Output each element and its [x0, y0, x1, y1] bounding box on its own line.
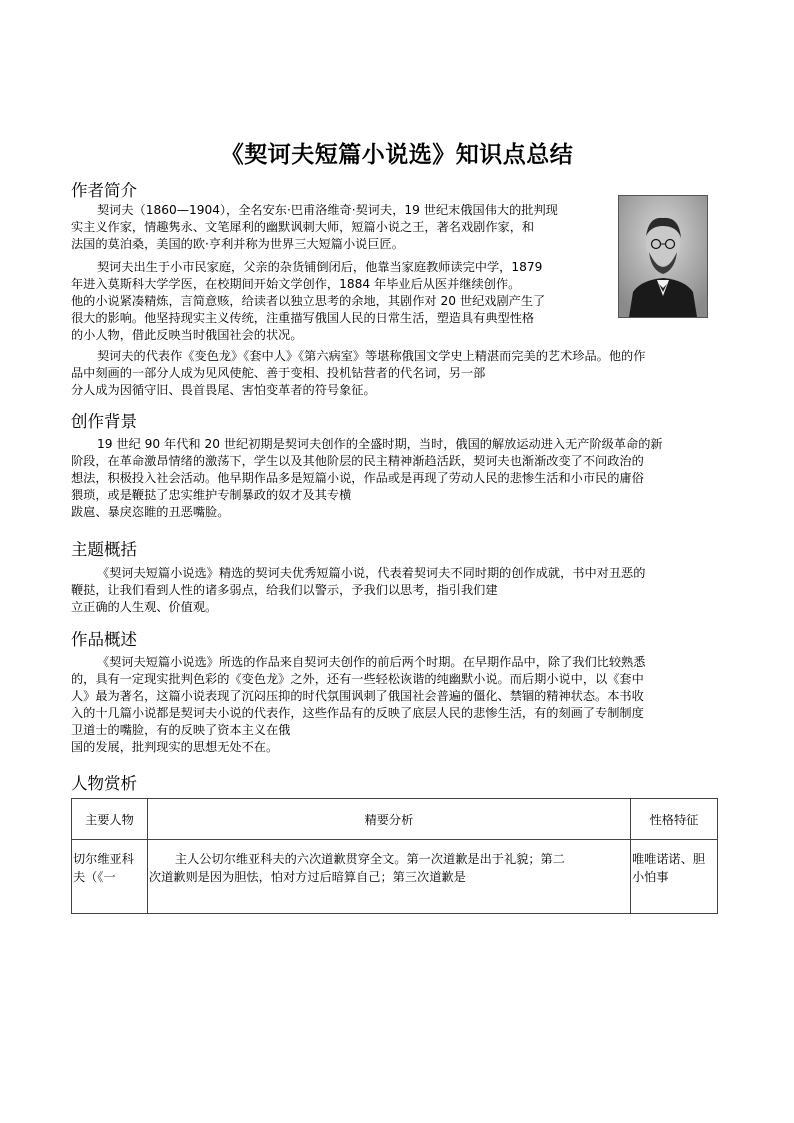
table-header-cell: 主要人物 — [72, 799, 148, 840]
text-line: 小怕事 — [631, 870, 669, 884]
character-traits-cell — [630, 840, 717, 914]
text-line: 的小人物，借此反映当时俄国社会的状况。 — [71, 328, 303, 342]
text-line: 主人公切尔维亚科夫的六次道歉贯穿全文。第一次道歉是出于礼貌；第二 — [174, 852, 565, 866]
text-line: 分人成为因循守旧、畏首畏尾、害怕变革者的符号象征。 — [71, 383, 376, 397]
text-line: 卫道士的嘴脸，有的反映了资本主义在俄 — [71, 723, 291, 737]
character-name-cell — [72, 840, 148, 914]
section-heading-background: 创作背景 — [71, 412, 137, 431]
text-line: 实主义作家，情趣隽永、文笔犀利的幽默讽刺大师，短篇小说之王，著名戏剧作家，和 — [71, 220, 535, 234]
document-title: 《契诃夫短篇小说选》知识点总结 — [220, 142, 574, 168]
portrait-photo-icon — [619, 196, 707, 317]
text-line: 契诃夫的代表作《变色龙》《套中人》《第六病室》等堪称俄国文学史上精湛而完美的艺术珍品。他的作 — [97, 349, 646, 363]
text-line: 19 世纪 90 年代和 20 世纪初期是契诃夫创作的全盛时期，当时，俄国的解放运动进入无产阶级革命的新 — [97, 437, 663, 451]
text-line: 鞭挞，让我们看到人性的诸多弱点，给我们以警示，予我们以思考，指引我们建 — [71, 583, 498, 597]
table-header-row — [72, 799, 718, 840]
section-heading-author: 作者简介 — [71, 181, 137, 200]
text-line: 猥琐，或是鞭挞了忠实维护专制暴政的奴才及其专横 — [71, 488, 352, 502]
table-header-cell: 性格特征 — [630, 799, 717, 840]
author-portrait — [618, 195, 708, 318]
text-line: 想法，积极投入社会活动。他早期作品多是短篇小说，作品或是再现了劳动人民的悲惨生活和小市民的庸俗 — [71, 471, 644, 485]
section-heading-characters: 人物赏析 — [71, 774, 137, 793]
text-line: 跋扈、暴戾恣睢的丑恶嘴脸。 — [71, 505, 230, 519]
author-paragraph-1 — [71, 202, 611, 253]
background-paragraph — [71, 436, 731, 521]
overview-paragraph — [71, 654, 731, 756]
text-line: 品中刻画的一部分人成为见风使舵、善于变相、投机钻营者的代名词，另一部 — [71, 366, 486, 380]
text-line: 契诃夫（1860—1904），全名安东·巴甫洛维奇·契诃夫，19 世纪末俄国伟大的批判现 — [97, 203, 558, 217]
section-heading-theme: 主题概括 — [71, 540, 137, 559]
table-header-cell: 精要分析 — [147, 799, 630, 840]
author-paragraph-3 — [71, 348, 731, 399]
text-line: 夫（《一 — [73, 870, 116, 884]
text-line: 《契诃夫短篇小说选》所选的作品来自契诃夫创作的前后两个时期。在早期作品中，除了我们比较熟悉 — [97, 655, 646, 669]
text-line: 入的十几篇小说都是契诃夫小说的代表作，这些作品有的反映了底层人民的悲惨生活，有的刻画了专制制度 — [71, 706, 644, 720]
section-heading-overview: 作品概述 — [71, 630, 137, 649]
text-line: 国的发展，批判现实的思想无处不在。 — [71, 740, 279, 754]
text-line: 切尔维亚科 — [73, 852, 134, 866]
character-analysis-table — [71, 798, 718, 914]
text-line: 立正确的人生观、价值观。 — [71, 600, 218, 614]
text-line: 《契诃夫短篇小说选》精选的契诃夫优秀短篇小说，代表着契诃夫不同时期的创作成就，书中对丑恶的 — [97, 566, 646, 580]
text-line: 唯唯诺诺、胆 — [631, 852, 706, 866]
text-line: 法国的莫泊桑，美国的欧·亨利并称为世界三大短篇小说巨匠。 — [71, 237, 404, 251]
table-row — [72, 840, 718, 914]
text-line: 契诃夫出生于小市民家庭，父亲的杂货铺倒闭后，他靠当家庭教师读完中学，1879 — [97, 260, 543, 274]
text-line: 年进入莫斯科大学学医，在校期间开始文学创作，1884 年毕业后从医并继续创作。 — [71, 277, 521, 291]
text-line: 人》最为著名，这篇小说表现了沉闷压抑的时代氛围讽刺了俄国社会普遍的僵化、禁锢的精神状态。本书收 — [71, 689, 644, 703]
text-line: 次道歉则是因为胆怯，怕对方过后暗算自己；第三次道歉是 — [148, 870, 466, 884]
author-paragraph-2 — [71, 259, 611, 344]
text-line: 阶段，在革命激昂情绪的激荡下，学生以及其他阶层的民主精神渐趋活跃，契诃夫也渐渐改变了不问政治的 — [71, 454, 644, 468]
text-line: 他的小说紧凑精炼，言简意赅，给读者以独立思考的余地，其剧作对 20 世纪戏剧产生了 — [71, 294, 546, 308]
character-analysis-cell — [147, 840, 630, 914]
text-line: 的，具有一定现实批判色彩的《变色龙》之外，还有一些轻松诙谐的纯幽默小说。而后期小说中，以《套中 — [71, 672, 644, 686]
text-line: 很大的影响。他坚持现实主义传统，注重描写俄国人民的日常生活，塑造具有典型性格 — [71, 311, 535, 325]
theme-paragraph — [71, 565, 731, 616]
